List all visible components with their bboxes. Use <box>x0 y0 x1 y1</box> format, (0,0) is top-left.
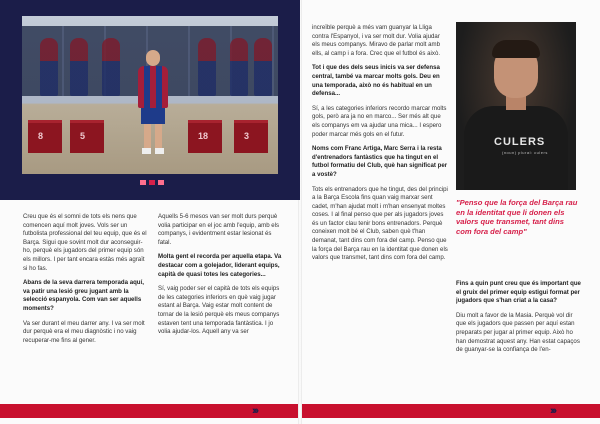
question-paragraph: Molta gent el recorda per aquella etapa. Va destacar com a golejador, liderant equips, capità de quasi totes les categories... <box>158 253 282 278</box>
shirt-print-text: CULERS <box>494 136 546 148</box>
player-portrait <box>456 22 576 190</box>
left-column-1 <box>23 213 147 413</box>
portrait-hair <box>492 40 540 58</box>
locker-seat <box>28 120 62 153</box>
right-column-2 <box>456 280 582 400</box>
player-shirt <box>138 66 168 108</box>
locker-number: 8 <box>38 131 44 141</box>
player-figure <box>40 38 58 96</box>
answer-paragraph: increïble perquè a més vam guanyar la Lliga contra l'Espanyol, i va ser molt dur. Volia ajudar els meus companys. Miravo de parlar molt amb ells, al camp i a fora. Crec que el futbol és això. <box>312 24 441 57</box>
player-shoes <box>142 148 164 154</box>
slider-dot-active[interactable] <box>149 180 155 185</box>
left-column-2 <box>158 213 282 413</box>
question-paragraph: Abans de la seva darrera temporada aquí, va patir una lesió greu jugant amb la selecció espanyola. Com van ser aquells moments? <box>23 279 144 312</box>
player-figure <box>198 38 216 96</box>
player-figure <box>254 38 272 96</box>
slider-dots <box>140 180 164 185</box>
locker-number: 5 <box>80 131 86 141</box>
locker-number: 3 <box>244 131 250 141</box>
chevron-right-icon[interactable]: ››› <box>252 405 257 417</box>
shirt-print-tagline: (noun) plural: culers <box>502 150 548 155</box>
right-footer-bar <box>302 404 600 418</box>
pull-quote: "Penso que la força del Barça rau en la identitat que li donen els valors que transmet, tant dins com fora del camp" <box>456 198 578 236</box>
answer-paragraph: Diu molt a favor de la Masia. Perquè vol dir que els jugadors que passen per aquí estan preparats per jugar al primer equip. Això ho han demostrat aquest any. Han estat capaços de guanyar-se la confiança de l'en- <box>456 311 580 354</box>
player-legs <box>144 124 162 150</box>
question-paragraph: Noms com Franc Artiga, Marc Serra i la resta d'entrenadors fantàstics que ha tingut en el futbol formatiu del Club, què han significat per a vostè? <box>312 145 448 178</box>
slider-dot[interactable] <box>140 180 146 185</box>
right-column-1 <box>312 24 448 402</box>
question-paragraph: Fins a quin punt creu que és important que el gruix del primer equip estigui format per jugadors que s'han criat a la casa? <box>456 280 581 305</box>
player-figure <box>102 38 120 96</box>
answer-paragraph: Va ser durant el meu darrer any. I va ser molt dur perquè era el meu diagnòstic i no vaig recuperar-me fins al gener. <box>23 319 145 344</box>
locker-number: 18 <box>198 131 209 141</box>
featured-player <box>136 50 170 156</box>
player-figure <box>70 38 88 96</box>
answer-paragraph: Aquells 5-6 mesos van ser molt durs perquè volia participar en el joc amb l'equip, amb els companys, i evidentment estar lesionat és fatal. <box>158 213 280 246</box>
locker-seat <box>234 120 268 153</box>
answer-paragraph: Sí, vaig poder ser el capità de tots els equips de les categories inferiors en què vaig jugar estant al Barça. Vaig estar molt content de tornar de la lesió perquè els meus companys estaven tent una temporada fantàstica. I jo volia ajudar-los. Aquell any va ser <box>158 285 280 336</box>
portrait-shirt <box>464 106 568 190</box>
hero-photo-panel <box>0 0 300 200</box>
slider-dot[interactable] <box>158 180 164 185</box>
player-figure <box>230 38 248 96</box>
player-shorts <box>141 108 165 124</box>
answer-paragraph: Creu que és el somni de tots els nens que comencen aquí molt joves. Vols ser un futbolista professional del teu equip, que és el Barça. Sigui que sovint molt dur aconseguir-ho, perquè els jugadors del primer equip són els millors. I per tant encara estàs més agraït si ho fas. <box>23 213 147 272</box>
player-head <box>146 50 160 66</box>
locker-seat <box>188 120 222 153</box>
question-paragraph: Tot i que des dels seus inicis va ser defensa central, també va marcar molts gols. Deu en una temporada, això no és habitual en un defensa... <box>312 64 440 98</box>
answer-paragraph: Sí, a les categories inferiors recordo marcar molts gols, però ara ja no en marco... Ser més alt que els companys em va ajudar una mica... I espero poder marcar més gols en el futur. <box>312 104 447 138</box>
answer-paragraph: Tots els entrenadors que he tingut, des del principi a la Barça Escola fins quan vaig marxar sent cadet, m'han ajudat molt i m'han ensenyat moltes coses. I al final penso que per als jugadors joves és un factor clau tenir bons entrenadors. Perquè coneixen molt bé el Club, saben què t'han demanat, tant dins com fora del camp. Penso que la força del Barça rau en la identitat que donen els valors que transmet, tant dins com fora del camp. <box>312 185 448 262</box>
locker-seat <box>70 120 104 153</box>
chevron-right-icon[interactable]: ››› <box>550 405 555 417</box>
locker-room-photo <box>22 16 278 174</box>
